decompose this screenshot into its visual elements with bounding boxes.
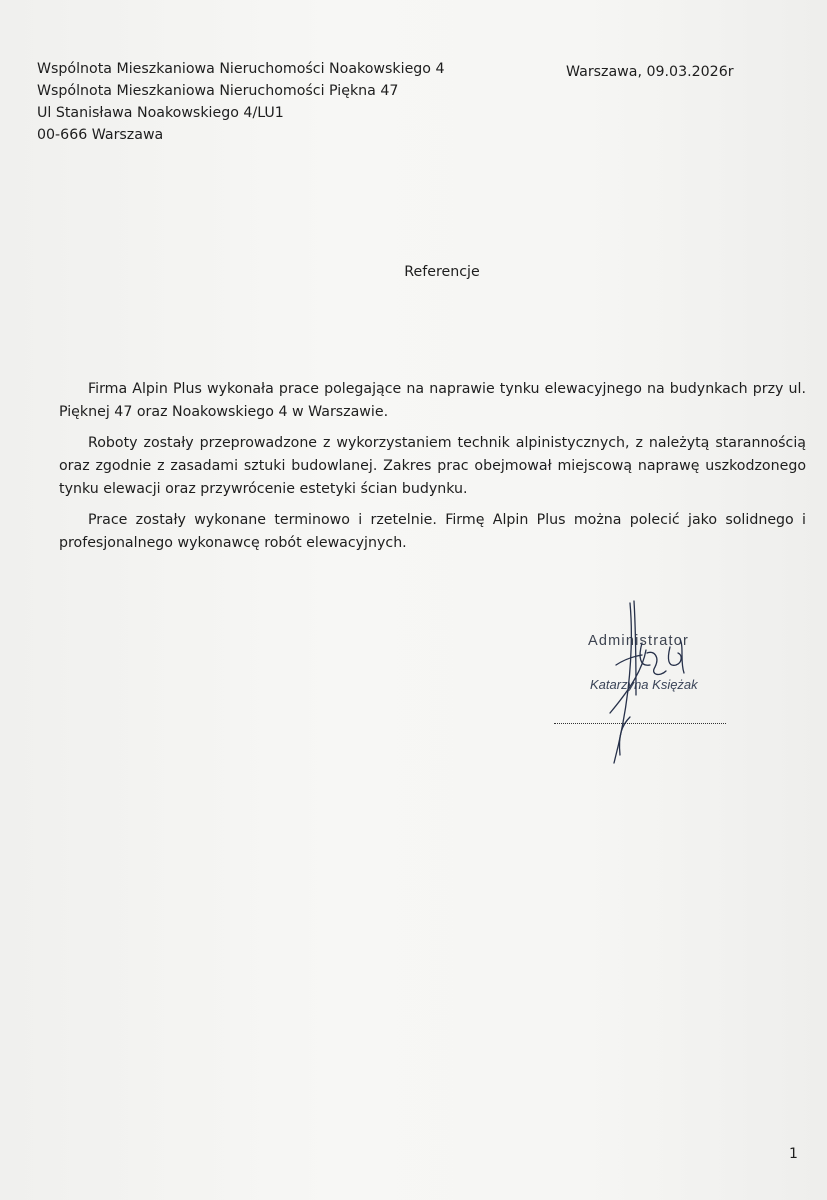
document-title: Referencje: [404, 264, 480, 280]
letter-body: [59, 378, 806, 563]
handwritten-signature: [550, 595, 750, 785]
paragraph-3: Prace zostały wykonane terminowo i rzetelnie. Firmę Alpin Plus można polecić jako solidnego i profesjonalnego wykonawcę robót elewacyjnych.: [59, 512, 806, 551]
sender-street: Ul Stanisława Noakowskiego 4/LU1: [37, 105, 284, 121]
sender-line-1: Wspólnota Mieszkaniowa Nieruchomości Noakowskiego 4: [37, 61, 445, 77]
page-number: 1: [789, 1146, 798, 1162]
paragraph-1: Firma Alpin Plus wykonała prace polegające na naprawie tynku elewacyjnego na budynkach przy ul. Pięknej 47 oraz Noakowskiego 4 w Warszawie.: [59, 381, 806, 420]
stamp-role: Administrator: [588, 633, 690, 649]
sender-city: 00-666 Warszawa: [37, 127, 164, 143]
paragraph-2: Roboty zostały przeprowadzone z wykorzystaniem technik alpinistycznych, z należytą starannością oraz zgodnie z zasadami sztuki budowlanej. Zakres prac obejmował miejscową naprawę uszkodzonego tynku elewacji oraz przywrócenie estetyki ścian budynku.: [59, 435, 806, 497]
signature-block: [550, 595, 750, 785]
sender-line-2: Wspólnota Mieszkaniowa Nieruchomości Piękna 47: [37, 83, 399, 99]
place-and-date: Warszawa, 09.03.2026r: [566, 64, 734, 80]
stamp-name: Katarzyna Księżak: [590, 677, 698, 692]
sender-address: [37, 58, 445, 146]
